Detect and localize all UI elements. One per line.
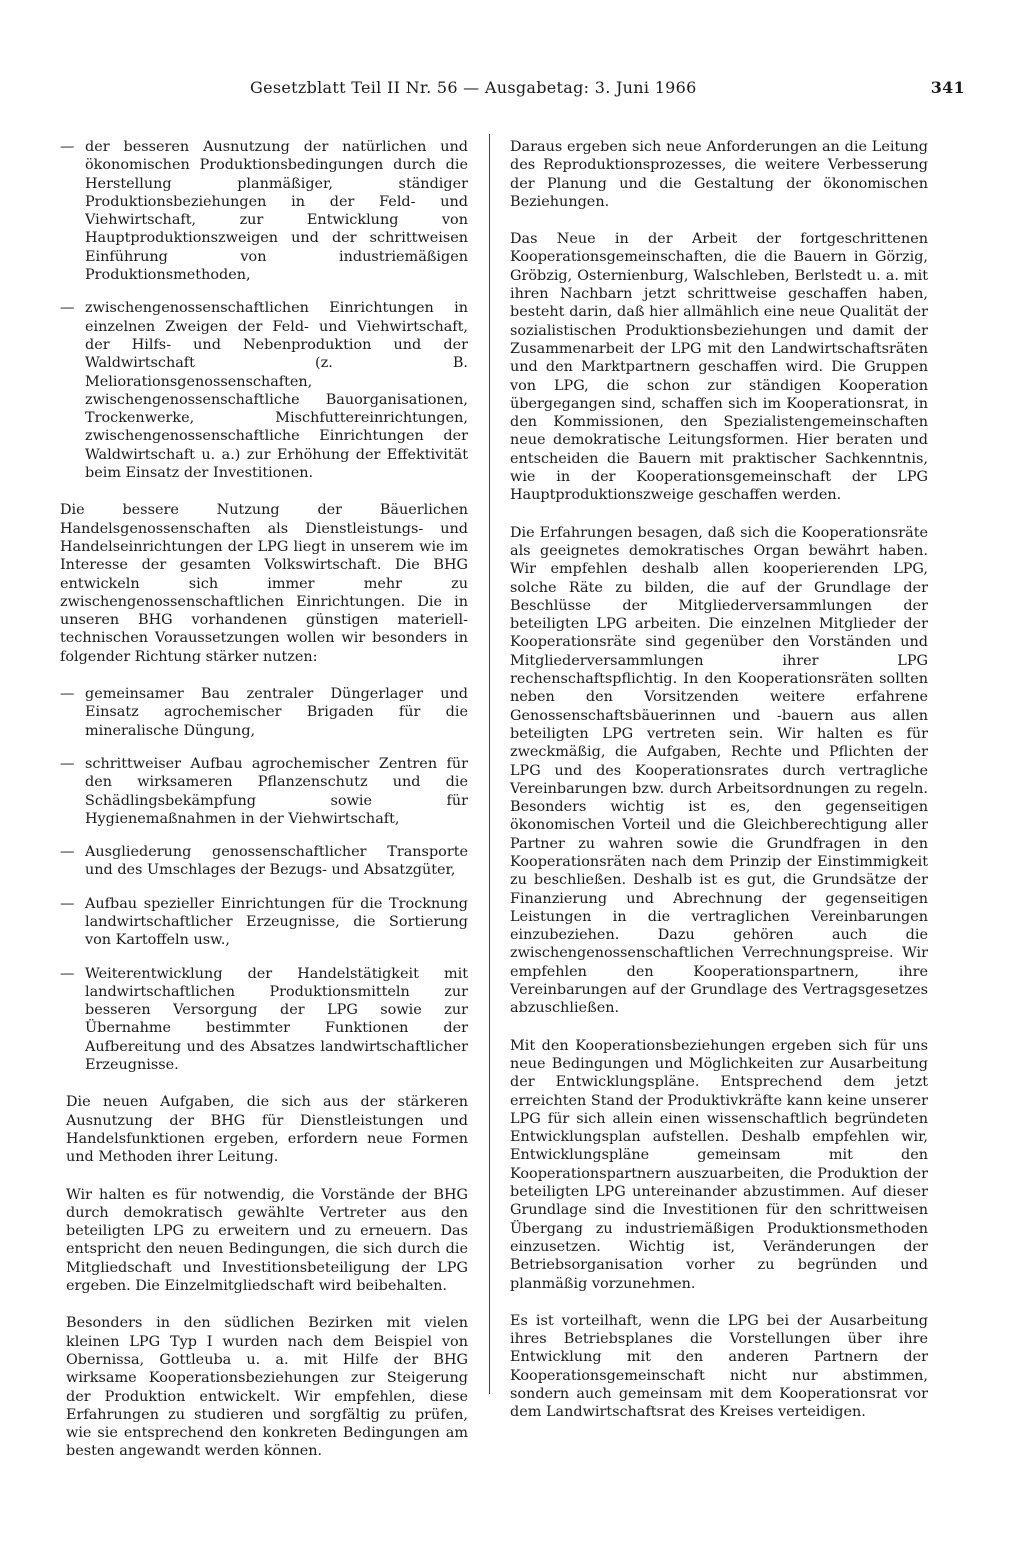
dash-bullet: — xyxy=(60,755,75,772)
page-number: 341 xyxy=(930,78,965,97)
paragraph-kooperationsraete: Die Erfahrungen besagen, daß sich die Kooperationsräte als geeignetes demokratisches Organ bewährt haben. Wir empfehlen deshalb allen kooperierenden LPG, solche Räte zu bilden, die auf der Grundlage der Beschlüsse der Mitgliederversammlungen der beteiligten LPG arbeiten. Die einzelnen Mitglieder der Kooperationsräte sind gegenüber den Vorständen und Mitgliederversammlungen ihrer LPG rechenschaftspflichtig. In den Kooperationsräten sollten neben den Vorsitzenden weitere erfahrene Genossenschaftsbäuerinnen und -bauern aus allen beteiligten LPG vertreten sein. Wir halten es für zweckmäßig, die Aufgaben, Rechte und Pflichten der LPG und des Kooperationsrates durch vertragliche Vereinbarungen bzw. durch Arbeitsordnungen zu regeln. Besonders wichtig ist es, den gegenseitigen ökonomischen Vorteil und die Gleichberechtigung aller Partner zu wahren sowie die Grundfragen in den Kooperationsräten nach dem Prinzip der Einstimmigkeit zu beschließen. Deshalb ist es gut, die Grundsätze der Finanzierung und Abrechnung der gegenseitigen Leistungen in die vertraglichen Vereinbarungen einzubeziehen. Dazu gehören auch die zwischengenossenschaftlichen Verrechnungspreise. Wir empfehlen den Kooperationspartnern, ihre Vereinbarungen auf der Grundlage des Vertragsgesetzes abzuschließen. xyxy=(510,524,928,1017)
list-bhg xyxy=(60,685,468,1074)
paragraph-aufgaben: Die neuen Aufgaben, die sich aus der stärkeren Ausnutzung der BHG für Dienstleistungen und Handelsfunktionen ergeben, erfordern neue Formen und Methoden ihrer Leitung. xyxy=(66,1094,468,1166)
header-title: Gesetzblatt Teil II Nr. 56 — Ausgabetag: 3. Juni 1966 xyxy=(250,78,697,97)
dash-bullet: — xyxy=(60,965,75,982)
paragraph-bezirke: Besonders in den südlichen Bezirken mit vielen kleinen LPG Typ I wurden nach dem Beispiel von Obernissa, Gottleuba u. a. mit Hilfe der BHG wirksame Kooperationsbeziehungen zur Steigerung der Produktion entwickelt. Wir empfehlen, diese Erfahrungen zu studieren und sorgfältig zu prüfen, wie sie entsprechend den konkreten Bedingungen am besten angewandt werden können. xyxy=(66,1315,468,1460)
dash-bullet: — xyxy=(60,895,75,912)
list-item: — Weiterentwicklung der Handelstätigkeit mit landwirtschaftlichen Produktionsmitteln zur besseren Versorgung der LPG sowie zur Übernahme bestimmter Funktionen der Aufbereitung und des Absatzes landwirtschaftlicher Erzeugnisse. xyxy=(60,965,468,1074)
list-item: — Ausgliederung genossenschaftlicher Transporte und des Umschlages der Bezugs- und Absatzgüter, xyxy=(60,844,468,879)
paragraph-vorstaende: Wir halten es für notwendig, die Vorstände der BHG durch demokratisch gewählte Vertreter aus den beteiligten LPG zu erweitern und zu erneuern. Das entspricht den neuen Bedingungen, die sich durch die Mitgliedschaft und Investitionsbeteiligung der LPG ergeben. Die Einzelmitgliedschaft wird beibehalten. xyxy=(66,1186,468,1295)
dash-bullet: — xyxy=(60,844,75,861)
list-item: — gemeinsamer Bau zentraler Düngerlager und Einsatz agrochemischer Brigaden für die mineralische Düngung, xyxy=(60,686,468,739)
paragraph-entwicklungsplaene: Mit den Kooperationsbeziehungen ergeben sich für uns neue Bedingungen und Möglichkeiten zur Ausarbeitung der Entwicklungspläne. Entsprechend dem jetzt erreichten Stand der Produktivkräfte kann keine unserer LPG für sich allein einen wissenschaftlich begründeten Entwicklungsplan aufstellen. Deshalb empfehlen wir, Entwicklungspläne gemeinsam mit den Kooperationspartnern auszuarbeiten, die Produktion der beteiligten LPG untereinander abzustimmen. Auf dieser Grundlage sind die Investitionen für den schrittweisen Übergang zu industriemäßigen Produktionsmethoden einzusetzen. Wichtig ist, Veränderungen der Betriebsorganisation vorher zu begründen und planmäßig vorzunehmen. xyxy=(510,1037,928,1292)
list-item: — schrittweiser Aufbau agrochemischer Zentren für den wirksameren Pflanzenschutz und die Schädlingsbekämpfung sowie für Hygienemaßnahmen in der Viehwirtschaft, xyxy=(60,755,468,827)
paragraph-betriebsplan: Es ist vorteilhaft, wenn die LPG bei der Ausarbeitung ihres Betriebsplanes die Vorstellungen über ihre Entwicklung mit den anderen Partnern der Kooperationsgemeinschaft nicht nur abstimmen, sondern auch gemeinsam mit dem Kooperationsrat vor dem Landwirtschaftsrat des Kreises verteidigen. xyxy=(510,1312,928,1421)
paragraph-kooperationsgemeinschaften: Das Neue in der Arbeit der fortgeschrittenen Kooperationsgemeinschaften, die die Bauern in Görzig, Gröbzig, Osternienburg, Walschleben, Berlstedt u. a. mit ihren Nachbarn jetzt schrittweise geschaffen haben, besteht darin, daß hier allmählich eine neue Qualität der sozialistischen Produktionsbeziehungen und damit der Zusammenarbeit der LPG mit den Landwirtschaftsräten und den Marktpartnern geschaffen wird. Die Gruppen von LPG, die schon zur ständigen Kooperation übergegangen sind, schaffen sich im Kooperationsrat, in den Kommissionen, den Spezialistengemeinschaften neue demokratische Leitungsformen. Hier beraten und entscheiden die Bauern mit praktischer Sachkenntnis, wie in der Kooperationsgemeinschaft der LPG Hauptproduktionszweige geschaffen werden. xyxy=(510,231,928,504)
right-column xyxy=(510,138,928,1441)
dash-bullet: — xyxy=(60,139,75,155)
left-column xyxy=(60,138,468,1480)
list-top xyxy=(60,138,468,482)
column-divider xyxy=(489,134,490,1394)
list-item: — Aufbau spezieller Einrichtungen für die Trocknung landwirtschaftlicher Erzeugnisse, die Sortierung von Kartoffeln usw., xyxy=(60,895,468,949)
paragraph-bhg: Die bessere Nutzung der Bäuerlichen Handelsgenossenschaften als Dienstleistungs- und Handelseinrichtungen der LPG liegt in unserem wie im Interesse der gesamten Volkswirtschaft. Die BHG entwickeln sich immer mehr zu zwischengenossenschaftlichen Einrichtungen. Die in unseren BHG vorhandenen günstigen materiell-technischen Voraussetzungen wollen wir besonders in folgender Richtung stärker nutzen: xyxy=(60,502,468,665)
list-item: — zwischengenossenschaftlichen Einrichtungen in einzelnen Zweigen der Feld- und Viehwirtschaft, der Hilfs- und Nebenproduktion und der Waldwirtschaft (z. B. Meliorationsgenossenschaften, zwischengenossenschaftliche Bauorganisationen, Trockenwerke, Mischfuttereinrichtungen, zwischengenossenschaftliche Einrichtungen der Waldwirtschaft u. a.) zur Erhöhung der Effektivität beim Einsatz der Investitionen. xyxy=(60,300,468,482)
list-item: — der besseren Ausnutzung der natürlichen und ökonomischen Produktionsbedingungen durch die Herstellung planmäßiger, ständiger Produktionsbeziehungen in der Feld- und Viehwirtschaft, zur Entwicklung von Hauptproduktionszweigen und der schrittweisen Einführung von industriemäßigen Produktionsmethoden, xyxy=(60,139,468,284)
dash-bullet: — xyxy=(60,300,75,317)
dash-bullet: — xyxy=(60,686,75,703)
paragraph-anforderungen: Daraus ergeben sich neue Anforderungen an die Leitung des Reproduktionsprozesses, die weitere Verbesserung der Planung und die Gestaltung der ökonomischen Beziehungen. xyxy=(510,139,928,210)
page-header xyxy=(250,78,965,102)
